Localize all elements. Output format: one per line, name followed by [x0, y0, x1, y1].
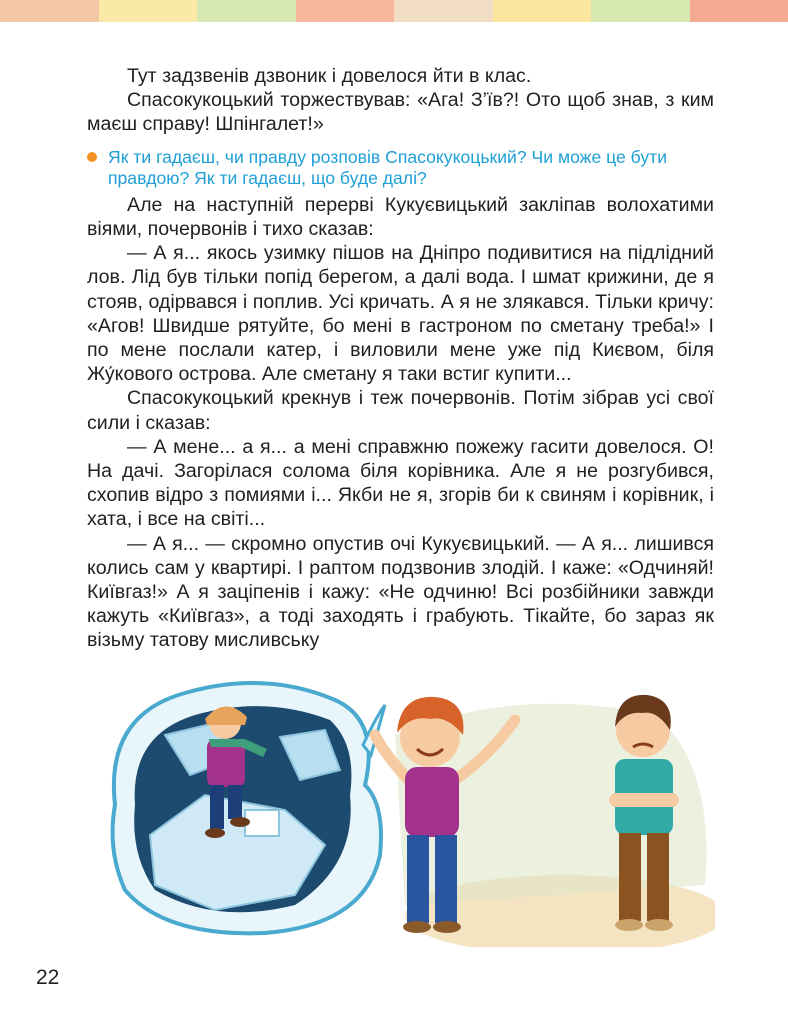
paragraph: Але на наступній перерві Кукуєвицький закліпав волохатими віями, почервонів і тихо сказав: [87, 193, 714, 240]
legs [228, 785, 242, 819]
stripe-segment [591, 0, 690, 22]
paragraph: Спасокукоцький крекнув і теж почервонів. Потім зібрав усі свої сили і сказав: [87, 387, 714, 434]
paragraph: — А я... — скромно опустив очі Кукуєвицький. — А я... лишився колись сам у квартирі. І раптом подзвонив злодій. І каже: «Одчиняй! Київгаз!» А я заціпенів і кажу: «Не одчиню! Всі розбійники завжди кажуть «Київгаз», а тоді заходять і грабують. Тікайте, бо зараз як візьму татову мисливську [87, 532, 714, 652]
shoe [645, 919, 673, 931]
stripe-segment [99, 0, 198, 22]
shoe [433, 921, 461, 933]
top-color-stripe [0, 0, 788, 22]
stripe-segment [493, 0, 592, 22]
stripe-segment [0, 0, 99, 22]
shoe [615, 919, 643, 931]
ice-block [245, 810, 279, 836]
shoe [403, 921, 431, 933]
question-bullet-icon [87, 152, 97, 162]
legs [210, 785, 224, 829]
thought-bubble [113, 683, 385, 933]
blue-trousers [435, 835, 457, 923]
boot [205, 828, 225, 838]
crossed-arms [609, 793, 679, 807]
brown-trousers [619, 833, 641, 921]
blue-trousers [407, 835, 429, 923]
stripe-segment [394, 0, 493, 22]
discussion-question [87, 147, 714, 190]
paragraph: Спасокукоцький торжествував: «Ага! З’їв?! Ото щоб знав, з ким маєш справу! Шпінгалет!» [87, 89, 714, 136]
story-illustration [95, 675, 715, 947]
boot [230, 817, 250, 827]
paragraph: Тут задзвенів дзвоник і довелося йти в клас. [127, 65, 532, 87]
paragraph: — А я... якось узимку пішов на Дніпро подивитися на підлідний лов. Лід був тільки попід берегом, а далі вода. І шмат крижини, де я стояв, одірвався і поплив. Усі кричать. А я не злякався. Тільки кричу: «Агов! Швидше рятуйте, бо мені в гастроном по сметану треба!» І по мене послали катер, і виловили мене уже під Києвом, біля Жу́кового острова. Але сметану я таки встиг купити... [87, 242, 714, 386]
stripe-segment [197, 0, 296, 22]
question-text: Як ти гадаєш, чи правду розповів Спасокукоцький? Чи може це бути правдою? Як ти гадаєш, що буде далі? [108, 146, 668, 189]
story-text [87, 64, 714, 653]
page-number: 22 [36, 966, 60, 989]
stripe-segment [296, 0, 395, 22]
stripe-segment [690, 0, 788, 22]
brown-trousers [647, 833, 669, 921]
paragraph: — А мене... а я... а мені справжню пожежу гасити довелося. О! На дачі. Загорілася солома біля корівника. Але я не розгубився, схопив відро з помиями і... Якби не я, згорів би к свиням і корівник, і хата, і все на світі... [87, 435, 714, 531]
purple-shirt [405, 767, 459, 837]
